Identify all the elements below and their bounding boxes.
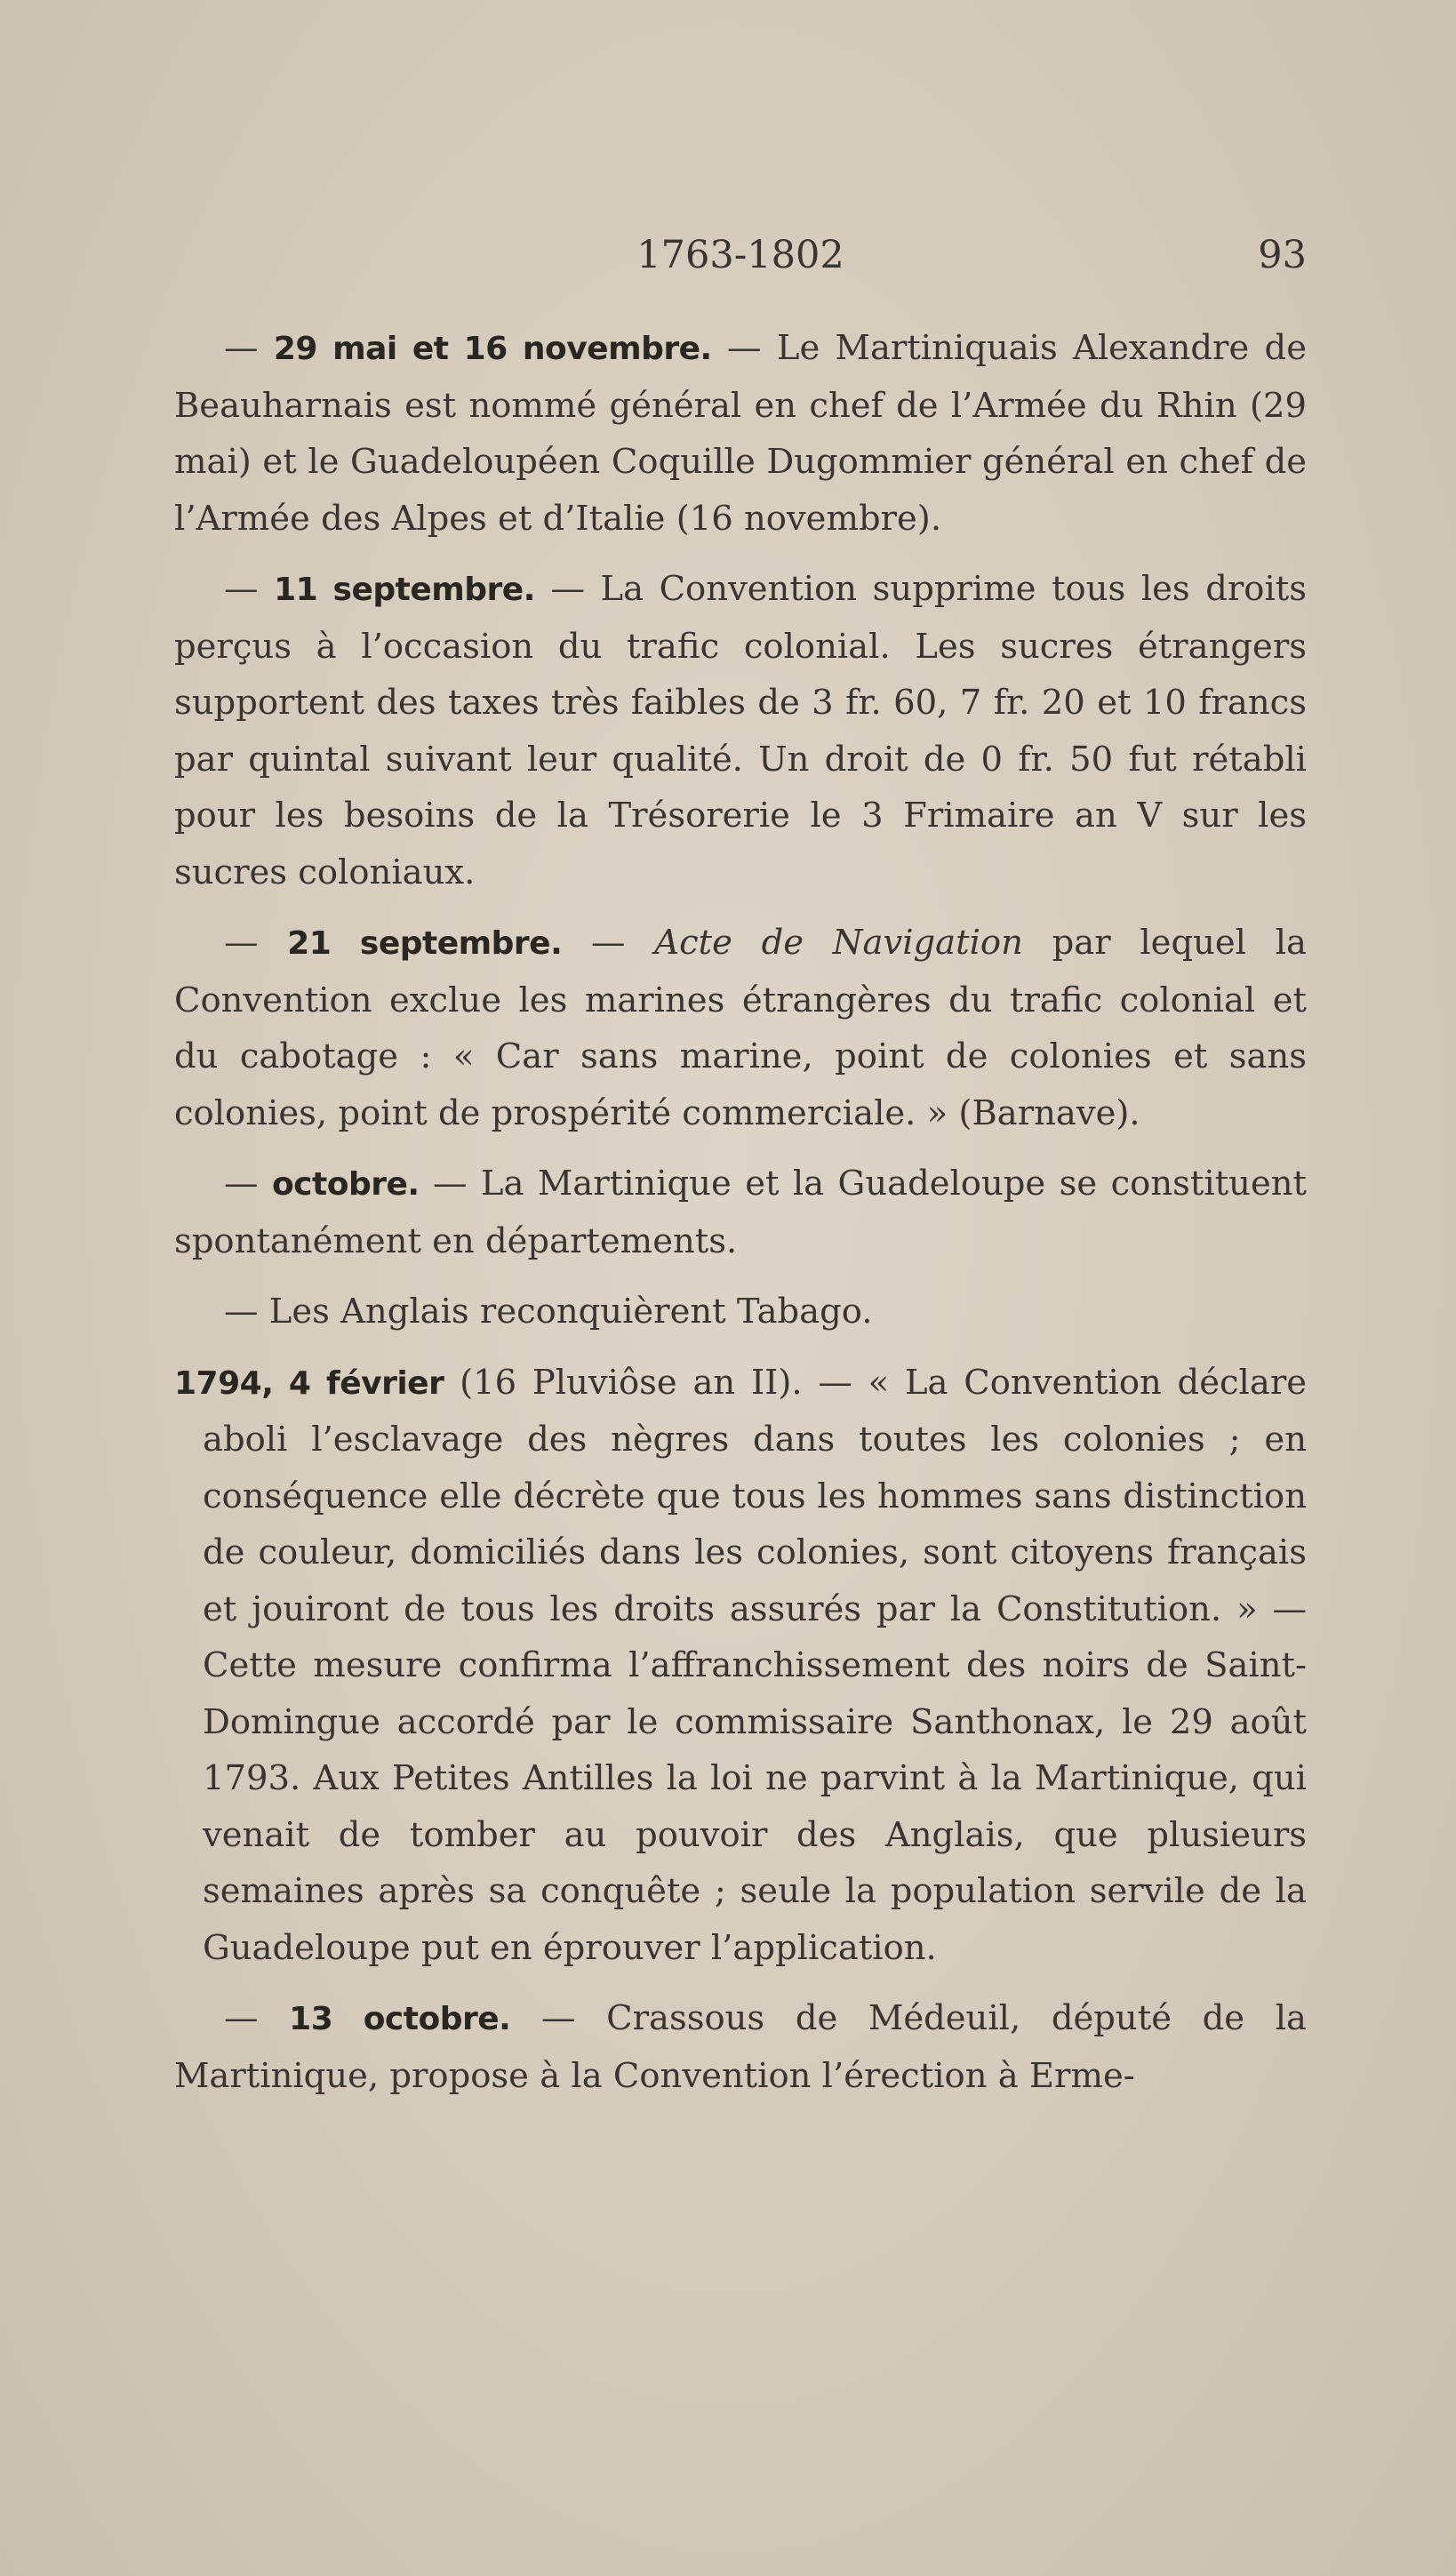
entry-21-septembre [174,915,1307,1141]
entry-1794-4-fevrier [174,1355,1307,1977]
entry-dash: — [224,569,275,609]
entry-text: — Le Martiniquais Alexandre de Beauharnais est nommé général en chef de l’Armée du Rhin (29 mai) et le Guadeloupéen Coquille Dugommier général en chef de l’Armée des Alpes et d’Italie (16 novembre). [174,328,1307,539]
entry-dash: — [224,923,288,963]
entry-text: — La Martinique et la Guadeloupe se constituent spontanément en départements. [174,1164,1307,1261]
page-number: 93 [1258,233,1307,277]
entry-octobre [174,1156,1307,1269]
page-header [174,233,1307,286]
entry-date: 13 octobre. [289,2001,511,2037]
entry-13-octobre [174,1990,1307,2104]
entry-text: (16 Pluviôse an II). — « La Convention déclare aboli l’esclavage des nègres dans toutes les colonies ; en conséquence elle décrète que tous les hommes sans distinction de couleur, domiciliés dans les colonies, sont citoyens français et jouiront de tous les droits assurés par la Constitution. » — Cette mesure confirma l’affranchissement des noirs de Saint-Domingue accordé par le commissaire Santhonax, le 29 août 1793. Aux Petites Antilles la loi ne parvint à la Martinique, qui venait de tomber au pouvoir des Anglais, que plusieurs semaines après sa conquête ; seule la population servile de la Guadeloupe put en éprouver l’application. [203,1362,1308,1968]
entry-29-mai [174,320,1307,547]
entry-italic-title: Acte de Navigation [654,923,1023,963]
entry-text: — Crassous de Médeuil, député de la Martinique, propose à la Convention l’érection à Erme- [174,1998,1307,2096]
page-body [174,320,1307,2118]
entry-date: octobre. [271,1166,420,1203]
entry-dash: — [224,1292,269,1332]
running-title: 1763-1802 [636,233,844,277]
entry-date: 29 mai et 16 novembre. [273,331,712,367]
entry-date: 11 septembre. [274,572,535,608]
entry-dash: — [224,328,274,368]
entry-date: 21 septembre. [287,925,563,962]
entry-text: — La Convention supprime tous les droits perçus à l’occasion du trafic colonial. Les sucres étrangers supportent des taxes très faibles de 3 fr. 60, 7 fr. 20 et 10 francs par quintal suivant leur qualité. Un droit de 0 fr. 50 fut rétabli pour les besoins de la Trésorerie le 3 Frimaire an V sur les sucres coloniaux. [174,569,1308,892]
entry-text-before: — [562,923,655,963]
entry-tabago [174,1284,1307,1340]
entry-date: 1794, 4 février [174,1364,444,1402]
entry-11-septembre [174,561,1307,900]
entry-dash: — [224,1998,290,2038]
entry-text: Les Anglais reconquièrent Tabago. [268,1292,873,1332]
entry-text: par lequel la Convention exclue les marines étrangères du trafic colonial et du cabotage : « Car sans marine, point de colonies et sans colonies, point de prospérité commerciale. » (Barnave). [174,923,1308,1133]
entry-dash: — [224,1164,272,1204]
